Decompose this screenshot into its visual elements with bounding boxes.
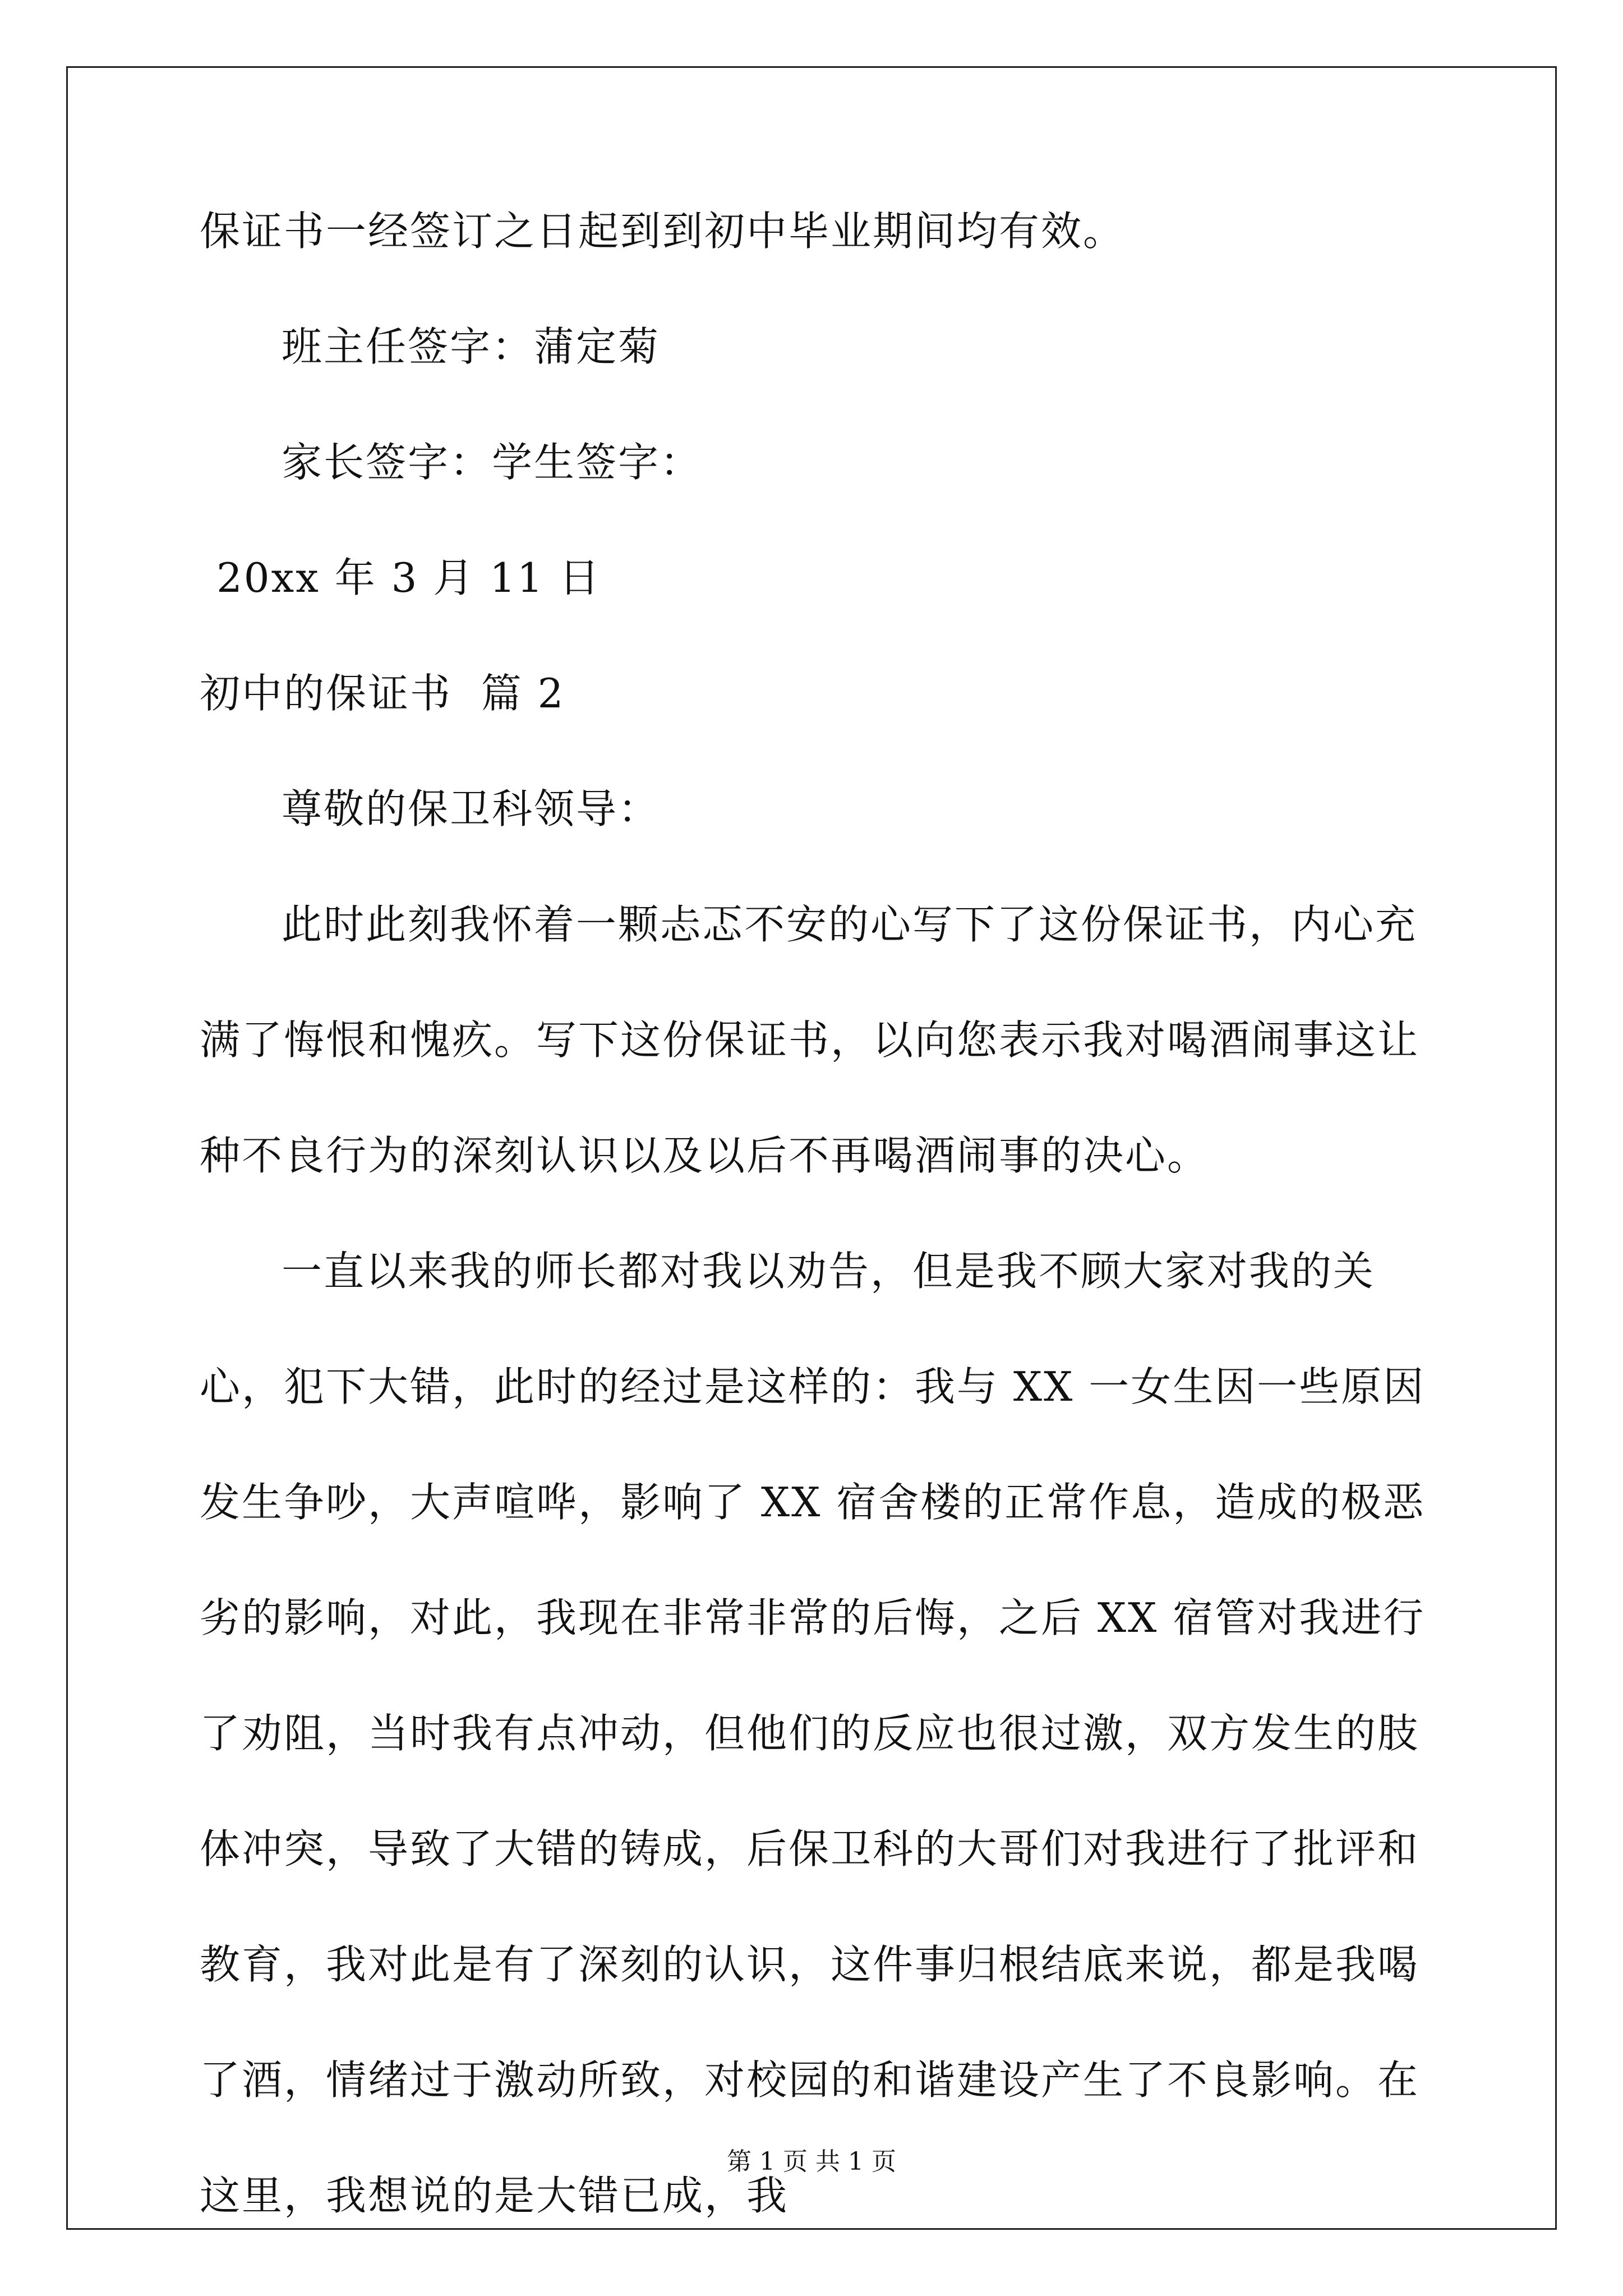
paragraph-date: 20xx 年 3 月 11 日 xyxy=(216,554,601,601)
paragraph-validity: 保证书一经签订之日起到到初中毕业期间均有效。 xyxy=(200,208,1126,255)
document-body xyxy=(200,202,1426,2282)
paragraph-body-1: 此时此刻我怀着一颗忐忑不安的心写下了这份保证书，内心充满了悔恨和愧疚。写下这份保证书，以向您表示我对喝酒闹事这让种不良行为的深刻认识以及以后不再喝酒闹事的决心。 xyxy=(200,901,1420,1179)
paragraph-parent-student-signature: 家长签字：学生签字： xyxy=(282,439,703,486)
section-heading: 初中的保证书 篇 2 xyxy=(200,670,565,717)
paragraph-teacher-signature: 班主任签字：蒲定菊 xyxy=(282,323,661,370)
page-footer: 第 1 页 共 1 页 xyxy=(727,2147,896,2176)
paragraph-body-2: 一直以来我的师长都对我以劝告，但是我不顾大家对我的关心，犯下大错，此时的经过是这样的：我与 XX 一女生因一些原因发生争吵，大声喧哗，影响了 XX 宿舍楼的正常作息，造成的极恶劣的影响，对此，我现在非常非常的后悔，之后 XX 宿管对我进行了劝阻，当时我有点冲动，但他们的反应也很过激，双方发生的肢体冲突，导致了大错的铸成，后保卫科的大哥们对我进行了批评和教育，我对此是有了深刻的认识，这件事归根结底来说，都是我喝了酒，情绪过于激动所致，对校园的和谐建设产生了不良影响。在这里，我想说的是大错已成，我 xyxy=(200,1248,1426,2219)
paragraph-salutation: 尊敬的保卫科领导： xyxy=(282,785,661,832)
